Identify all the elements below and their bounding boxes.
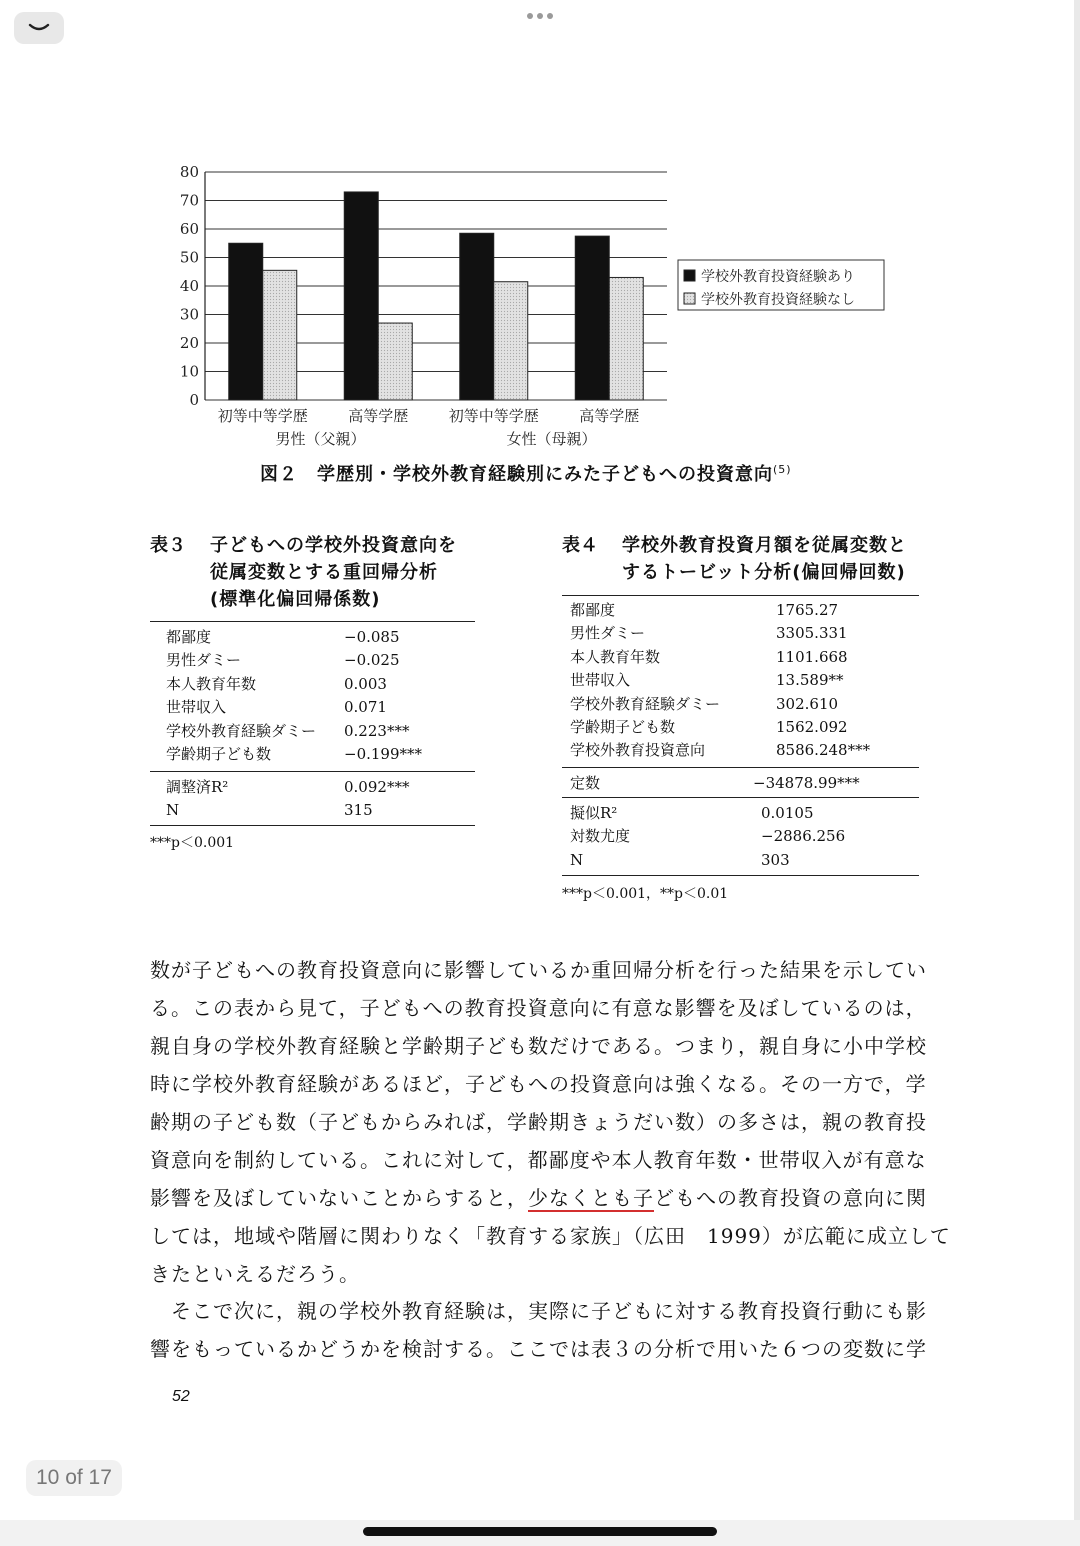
viewer-frame-edge (1074, 0, 1080, 1546)
y-tick-label: 60 (179, 220, 199, 238)
text-line: 響をもっているかどうかを検討する。ここでは表３の分析で用いた６つの変数に学 (150, 1337, 927, 1361)
table4-stat-row-value: −2886.256 (761, 827, 846, 846)
table3-note: ***p＜0.001 (150, 835, 235, 851)
table3-stat-row-label: 調整済R² (166, 778, 229, 796)
bar-without-experience (609, 277, 643, 400)
table4-row-value: 1765.27 (776, 601, 839, 619)
table3-row-label: 世帯収入 (166, 698, 227, 717)
table4-row-value: 1562.092 (776, 718, 848, 736)
table3-row-value: 0.003 (344, 674, 387, 693)
x-tick-label: 初等中等学歴 (448, 407, 539, 425)
bar-with-experience (229, 243, 263, 400)
text-line: 時に学校外教育経験があるほど，子どもへの投資意向は強くなる。その一方で，学 (150, 1072, 927, 1096)
table3-row-value: 0.071 (344, 698, 387, 717)
table3-bottom-rule (150, 825, 475, 826)
table4-row-value: 302.610 (776, 694, 839, 713)
table4-title (562, 532, 922, 586)
legend-label: 学校外教育投資経験なし (701, 292, 855, 308)
table4-row-label: 学校外教育経験ダミー (570, 694, 721, 713)
table3-row (166, 673, 476, 696)
table3-stat-row (166, 776, 476, 799)
y-tick-label: 70 (179, 191, 199, 210)
bar-without-experience (378, 323, 412, 400)
table4-rule-3 (562, 797, 919, 798)
table4-row (570, 739, 880, 762)
table3-row-value: −0.199*** (344, 745, 423, 763)
y-tick-label: 50 (179, 248, 199, 267)
table4-constant-label: 定数 (570, 774, 601, 792)
collapse-button[interactable] (14, 12, 64, 44)
text-segment: どもへの教育投資の意向に関 (654, 1186, 927, 1210)
table4-stat-row-value: 303 (761, 850, 790, 869)
table3-stat-row (166, 799, 476, 822)
table4-row-value: 8586.248*** (776, 741, 871, 760)
table4-row (570, 622, 880, 645)
table4-row-label: 都鄙度 (570, 601, 616, 619)
table3-title (150, 532, 480, 613)
table3-title-text: 子どもへの学校外投資意向を 従属変数とする重回帰分析 (標準化偏回帰係数) (210, 535, 457, 610)
table4-stat-row (570, 802, 880, 825)
table4-row-value: 13.589** (776, 671, 844, 690)
table4-row (570, 599, 880, 622)
table4-row (570, 716, 880, 739)
legend-swatch (684, 293, 695, 304)
table4-row-label: 学校外教育投資意向 (570, 741, 706, 760)
table3-row-value: −0.025 (344, 651, 400, 670)
text-line-with-annotation (150, 1179, 927, 1217)
bar-without-experience (494, 282, 528, 400)
legend-label: 学校外教育投資経験あり (701, 269, 855, 285)
more-options-button[interactable] (520, 6, 560, 26)
ellipsis-icon (525, 12, 555, 20)
table4-stat-row-label: N (570, 850, 584, 869)
body-paragraph-2 (150, 1292, 927, 1368)
table4-row (570, 693, 880, 716)
table4-stat-row (570, 849, 880, 872)
bar-with-experience (344, 192, 378, 400)
table4-row-label: 世帯収入 (570, 671, 631, 690)
text-line: 数が子どもへの教育投資意向に影響しているか重回帰分析を行った結果を示してい (150, 958, 927, 982)
table4-top-rule (562, 595, 919, 596)
y-tick-label: 20 (179, 334, 199, 352)
text-line: る。この表から見て，子どもへの教育投資意向に有意な影響を及ぼしているのは， (150, 996, 927, 1020)
chevron-down-icon (27, 22, 51, 34)
table3-stat-row-label: N (166, 801, 180, 820)
page-indicator[interactable]: 10 of 17 (26, 1460, 122, 1496)
table4-row-label: 男性ダミー (570, 624, 646, 643)
y-tick-label: 0 (189, 391, 199, 409)
table3-row-label: 学校外教育経験ダミー (166, 721, 317, 740)
table3-stat-row-value: 315 (344, 801, 373, 820)
table3-row-label: 男性ダミー (166, 651, 242, 670)
figure-caption (260, 460, 792, 486)
table4-stat-row-label: 擬似R² (570, 804, 618, 822)
table3-row-label: 都鄙度 (166, 628, 212, 646)
y-tick-label: 40 (179, 277, 199, 295)
x-tick-label: 高等学歴 (579, 407, 640, 425)
table3-row-label: 本人教育年数 (166, 674, 257, 693)
body-paragraph-1 (150, 951, 951, 1293)
text-segment: 影響を及ぼしていないことからすると， (150, 1186, 528, 1210)
text-line: きたといえるだろう。 (150, 1262, 360, 1286)
text-line: 資意向を制約している。これに対して，都鄙度や本人教育年数・世帯収入が有意な (150, 1148, 927, 1172)
bar-with-experience (575, 236, 609, 400)
table4-row-value: 1101.668 (776, 647, 848, 666)
figure-caption-note: (5) (773, 463, 792, 476)
table3-row-label: 学齢期子ども数 (166, 745, 272, 763)
table4-title-text: 学校外教育投資月額を従属変数と するトービット分析(偏回帰回数) (622, 535, 907, 583)
text-line: 齢期の子ども数（子どもからみれば，学齢期きょうだい数）の多さは，親の教育投 (150, 1110, 927, 1134)
table4-row-value: 3305.331 (776, 624, 848, 643)
y-tick-label: 80 (179, 163, 199, 181)
text-line: 親自身の学校外教育経験と学齢期子ども数だけである。つまり，親自身に小中学校 (150, 1034, 927, 1058)
figure-caption-text: 図２ 学歴別・学校外教育経験別にみた子どもへの投資意向 (260, 464, 773, 485)
text-line: しては，地域や階層に関わりなく「教育する家族」（広田 1999）が広範に成立して (150, 1224, 951, 1248)
group-label: 女性（母親） (506, 430, 597, 448)
table3-row (166, 720, 476, 743)
table4-row-label: 本人教育年数 (570, 647, 661, 666)
table4-note: ***p＜0.001，**p＜0.01 (562, 886, 729, 902)
table4-bottom-rule (562, 875, 919, 876)
table4-constant-row (570, 772, 910, 795)
table4-row (570, 669, 880, 692)
underline-annotation[interactable]: 少なくとも子 (528, 1186, 654, 1210)
bar-chart (170, 160, 900, 460)
home-indicator[interactable] (363, 1527, 717, 1536)
table3-row (166, 626, 476, 649)
table3-row (166, 649, 476, 672)
table4-stat-row-label: 対数尤度 (570, 827, 631, 846)
table4-stat-row (570, 825, 880, 848)
table4-constant-value: −34878.99*** (753, 774, 860, 792)
group-label: 男性（父親） (275, 430, 366, 448)
table3-number: 表３ (150, 535, 186, 556)
y-tick-label: 10 (179, 362, 199, 381)
page-number: 52 (172, 1388, 190, 1405)
table3-row-value: −0.085 (344, 628, 400, 646)
table4-number: 表４ (562, 535, 598, 556)
y-tick-label: 30 (179, 305, 199, 324)
table3-stat-row-value: 0.092*** (344, 778, 410, 796)
table3-mid-rule (150, 771, 475, 772)
table3-row-value: 0.223*** (344, 721, 410, 740)
table3-row (166, 743, 476, 766)
table4-row (570, 646, 880, 669)
bar-with-experience (460, 233, 494, 400)
table3-row (166, 696, 476, 719)
table3-top-rule (150, 621, 475, 622)
table4-row-label: 学齢期子ども数 (570, 718, 676, 736)
x-tick-label: 初等中等学歴 (217, 407, 308, 425)
legend-swatch (684, 270, 695, 281)
text-line: そこで次に，親の学校外教育経験は，実際に子どもに対する教育投資行動にも影 (150, 1299, 927, 1323)
table4-stat-row-value: 0.0105 (761, 804, 814, 822)
x-tick-label: 高等学歴 (348, 407, 409, 425)
bar-without-experience (263, 270, 297, 400)
table4-rule-2 (562, 767, 919, 768)
